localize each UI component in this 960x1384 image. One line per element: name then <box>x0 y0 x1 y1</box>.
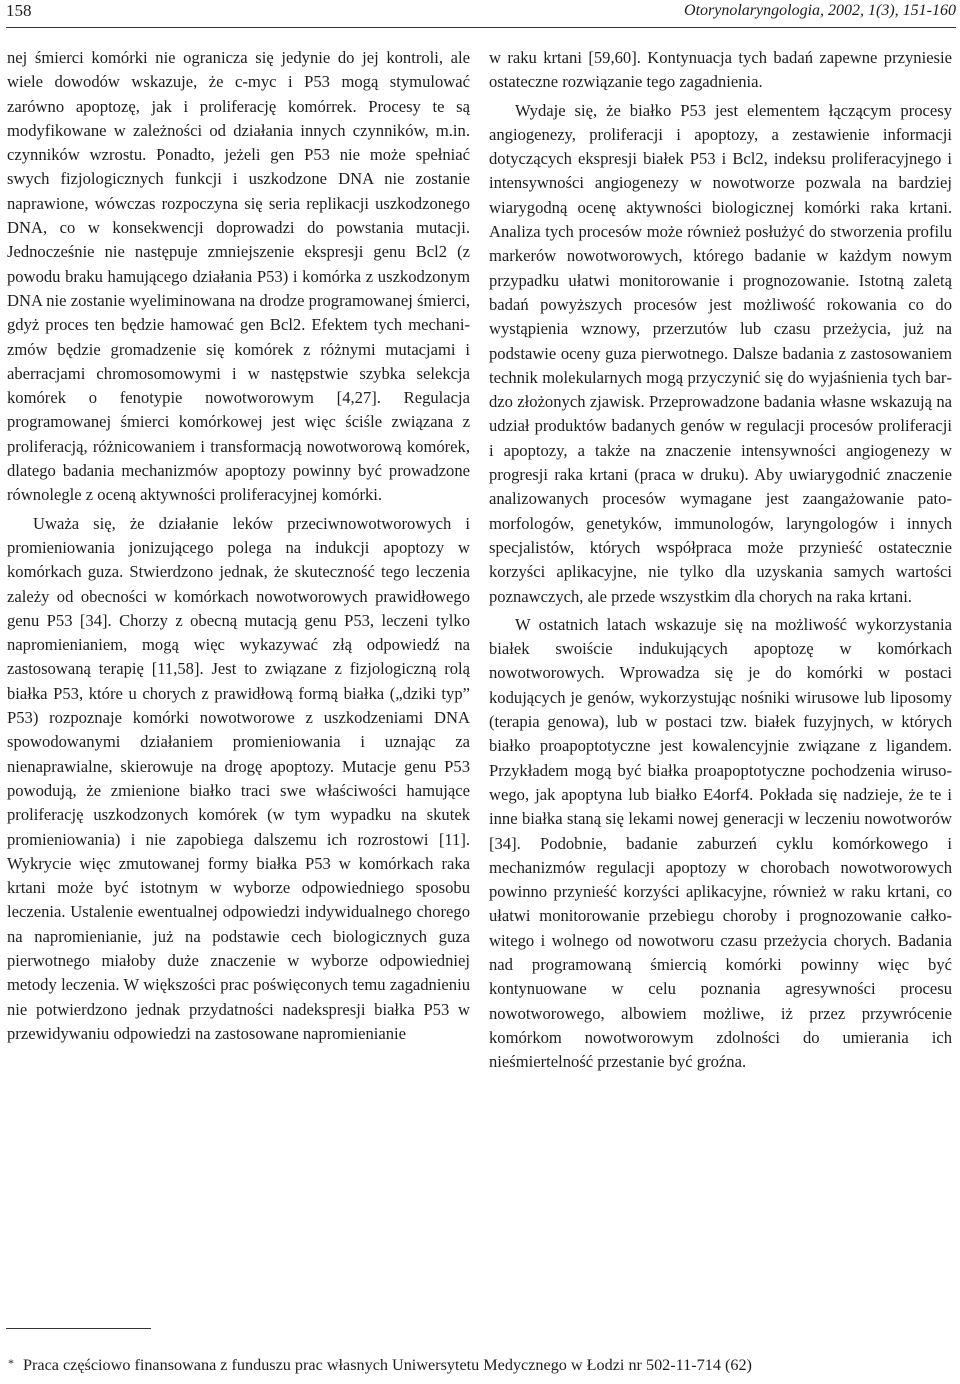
paragraph: Wydaje się, że białko P53 jest elementem łączącym procesy angiogenezy, proliferacji i apoptozy, a zestawienie informacji dotyczących ekspresji białek P53 i Bcl2, indeksu proliferacyjnego i intensywności angiogenezy w nowotworze pozwala na bardziej wiarygodną ocenę aktywności biologicznej komórki raka krtani. Analiza tych procesów może również posłużyć do stworzenia profilu markerów nowotworowych, którego badanie w każdym nowym przypadku ułatwi monitorowanie i prognozowanie. Istotną zaletą badań powyższych procesów jest możliwość rokowania co do wystąpienia wznowy, przerzutów lub czasu przeżycia, już na podstawie oceny guza pierwotnego. Dalsze badania z zastosowaniem technik molekularnych mogą przyczynić się do wyjaśnienia tych bardzo złożonych zjawisk. Przeprowadzone badania własne wskazują na udział produktów badanych genów w regulacji procesów proliferacji i apoptozy, a także na znaczenie intensywności angiogenezy w progresji raka krtani (praca w druku). Aby uwiarygodnić znaczenie analizowanych procesów wymagane jest zaangażowanie patomorfologów, genetyków, immunologów, laryngologów i innych specjalistów, których współpraca może przynieść ostatecznie korzyści aplikacyjne, nie tylko dla uzyskania samych wartości poznawczych, ale przede wszystkim dla chorych na raka krtani. <box>489 100 952 606</box>
paragraph: w raku krtani [59,60]. Kontynuacja tych badań zapewne przyniesie ostateczne rozwiązanie tego zagadnienia. <box>489 48 952 92</box>
paragraph: W ostatnich latach wskazuje się na możliwość wykorzystania białek swoiście indukujących apoptozę w komórkach nowotworowych. Wprowadza się je do komórki w postaci kodujących je genów, wykorzystując nośniki wirusowe lub liposomy (terapia genowa), lub w postaci tzw. białek fuzyjnych, w których białko proapoptotyczne jest kowalencyjnie związane z ligandem. Przykładem mogą być białka proapoptotyczne pochodzenia wirusowego, jak apoptyna lub białko E4orf4. Pokłada się nadzieje, że te i inne białka staną się lekami nowej generacji w leczeniu nowotworów [34]. Podobnie, badanie zaburzeń cyklu komórkowego i mechanizmów regulacji apoptozy w chorobach nowotworowych powinno przynieść korzyści aplikacyjne, również w raku krtani, co ułatwi monitorowanie przebiegu choroby i prognozowanie całkowitego i wolnego od nowotworu czasu przeżycia chorych. Badania nad programowaną śmiercią komórki powinny więc być kontynuowane w celu poznania agresywności procesu nowotworowego, albowiem możliwe, iż przez przywrócenie komórkom nowotworowym zdolności do umierania ich nieśmiertelność przestanie być groźna. <box>489 614 952 1072</box>
paragraph: nej śmierci komórki nie ogranicza się jedynie do jej kontroli, ale wiele dowodów wskazuje, że c-myc i P53 mogą stymulować zarówno apoptozę, jak i proliferację komórrek. Procesy te są modyfikowane w zależności od działania innych czynników, m.in. czynników wzrostu. Ponadto, jeżeli gen P53 nie może spełniać swych fizjologicznych funkcji i uszkodzone DNA nie zostanie naprawione, wówczas rozpoczyna się seria replikacji uszkodzonego DNA, co w konsekwencji doprowadzi do powstania mutacji. Jednocześnie nie następuje zmniejszenie ekspresji genu Bcl2 (z powodu braku hamującego działania P53) i komórka z uszkodzonym DNA nie zostanie wyeliminowana na drodze programowanej śmierci, gdyż proces ten będzie hamować gen Bcl2. Efektem tych mechanizmów będzie gromadzenie się komórek z różnymi mutacjami i aberracjami chromosomowymi i w następstwie szybka selekcja komórek o fenotypie nowotworowym [4,27]. Regulacja programowanej śmierci komórkowej jest więc ściśle związana z proliferacją, różnicowaniem i transformacją nowotworową komórek, dlatego badania mechanizmów apoptozy powinny być prowadzone równolegle z oceną aktywności proliferacyjnej komórki. <box>7 48 470 505</box>
footnote-rule <box>6 1328 151 1329</box>
page-number: 158 <box>6 1 32 20</box>
footnote-mark: * <box>8 1356 14 1370</box>
header-rule <box>6 27 956 28</box>
right-column <box>489 46 952 1074</box>
footnote-text: Praca częściowo finansowana z funduszu prac własnych Uniwersytetu Medycznego w Łodzi nr 502-11-714 (62) <box>23 1356 752 1374</box>
footnote <box>8 1352 948 1376</box>
journal-citation: Otorynolaryngologia, 2002, 1(3), 151-160 <box>684 2 956 19</box>
page-header <box>6 0 956 30</box>
left-column <box>7 46 470 1046</box>
paragraph: Uważa się, że działanie leków przeciwnowotworowych i promieniowania jonizującego polega na indukcji apoptozy w komórkach guza. Stwierdzono jednak, że skuteczność tego leczenia zależy od obecności w komórkach nowotworowych prawidłowego genu P53 [34]. Chorzy z obecną mutacją genu P53, leczeni tylko napromienianiem, mogą więc wykazywać złą odpowiedź na zastosowaną terapię [11,58]. Jest to związane z fizjologiczną rolą białka P53, które u chorych z prawidłową formą białka („dziki typ” P53) rozpoznaje komórki nowotworowe z uszkodzeniami DNA spowodowanymi działaniem promieniowania i uznając za nienaprawialne, skierowuje na drogę apoptozy. Mutacje genu P53 powodują, że zmienione białko traci swe właściwości hamujące proliferację uszkodzonych komórek (w tym wypadku na skutek promieniowania) i nie zapobiega dalszemu ich rozrostowi [11]. Wykrycie więc zmutowanej formy białka P53 w komórkach raka krtani może być istotnym w wyborze odpowiedniego sposobu leczenia. Ustalenie ewentualnej odpowiedzi indywidualnego chorego na napromienianie, już na podstawie cech biologicznych guza pierwotnego miałoby duże znaczenie w wyborze odpowiedniej metody leczenia. W większości prac poświęconych temu zagadnieniu nie potwierdzono jednak przydatności nadekspresji białka P53 w przewidywaniu odpowiedzi na zastosowane napromienianie <box>7 513 470 1043</box>
